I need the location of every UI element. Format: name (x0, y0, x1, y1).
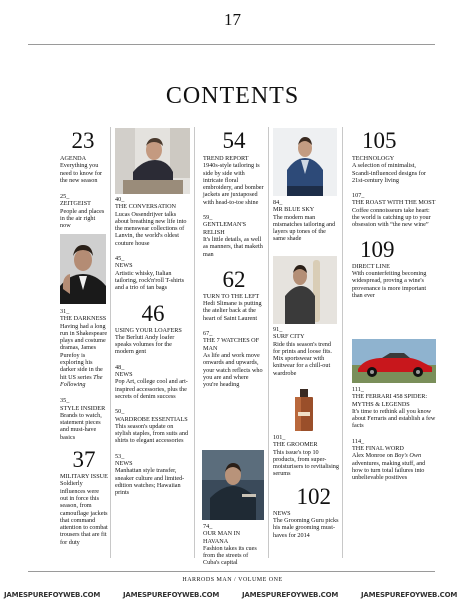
relish-text: It's little details, as well as manners, that maketh man (203, 235, 263, 258)
style-heading: STYLE INSIDER (60, 404, 106, 412)
military-number: 37 (72, 447, 96, 473)
credit-watermark: JAMESPUREFOYWEB.COM (242, 591, 339, 599)
news1-number: 45_ (115, 255, 125, 263)
loafers-heading: USING YOUR LOAFERS (115, 326, 182, 334)
surf-text: Ride this season's trend for prints and loose fits. Mix sportswear with knitwear for a chill-out wardrobe (273, 340, 332, 377)
wardrobe-heading: WARDROBE ESSENTIALS (115, 415, 188, 423)
popart-number: 48_ (115, 363, 125, 371)
final-number: 114_ (352, 437, 365, 445)
watches-text: As life and work move onwards and upwards, your watch reflects who you are and where you're heading (203, 351, 263, 389)
credit-watermark: JAMESPUREFOYWEB.COM (123, 591, 220, 599)
news2-heading: NEWS (115, 460, 133, 468)
page-number: 17 (224, 10, 241, 29)
bottom-rule (28, 571, 435, 572)
agenda-heading: AGENDA (60, 155, 87, 162)
column-divider (194, 127, 195, 558)
wardrobe-number: 50_ (115, 408, 125, 416)
column-divider (110, 127, 111, 558)
column-2 (115, 196, 191, 558)
groomer-number: 101_ (273, 434, 286, 441)
news1-heading: NEWS (115, 262, 133, 270)
groomer-heading: THE GROOMER (273, 441, 318, 449)
groomer-entry (273, 434, 339, 539)
relish-heading: GENTLEMAN'S RELISH (203, 221, 247, 236)
column-divider (342, 127, 343, 558)
zeitgeist-number: 25_ (60, 193, 70, 201)
havana-text: Fashion takes its cues from the streets of Cuba's capital (203, 544, 257, 567)
turn-number: 62 (222, 266, 246, 292)
news-text: The Grooming Guru picks his male grooming must-haves for 2014 (273, 517, 339, 539)
popart-text: Pop Art, college cool and art-inspired accessories, plus the secrets of denim success (115, 378, 188, 400)
credit-watermark: JAMESPUREFOYWEB.COM (4, 591, 101, 599)
news-heading: NEWS (273, 509, 291, 517)
james-purefoy-photo (60, 234, 106, 304)
surf-heading: SURF CITY (273, 333, 305, 341)
column-divider (268, 127, 269, 558)
final-heading: THE FINAL WORD (352, 445, 404, 453)
direct-number: 109 (360, 236, 395, 262)
darkness-text: Having had a long run in Shakespeare plays and costume dramas, James Purefoy is exploring his darker side in the hit US series The Following (60, 322, 108, 388)
style-text: Brands to watch, statement pieces and must-have basics (60, 411, 102, 441)
ferrari-number: 111_ (352, 386, 364, 393)
turn-heading: TURN TO THE LEFT (203, 292, 260, 300)
news2-text: Manhattan style transfer, sneaker culture and limited-edition watches; Hawaiian prints (115, 467, 185, 497)
ferrari-text: It's time to rethink all you know about Ferraris and establish a few facts (352, 407, 436, 430)
bluesky-heading: MR BLUE SKY (273, 206, 315, 214)
news2-number: 53_ (115, 452, 125, 460)
ferrari-entry (352, 386, 436, 482)
watches-heading: THE 7 WATCHES OF MAN (203, 337, 260, 352)
relish-number: 59_ (203, 214, 213, 222)
trend-heading: TREND REPORT (203, 155, 249, 162)
roast-heading: THE ROAST WITH THE MOST (352, 199, 436, 207)
final-text: Alex Monroe on Boy's Own adventures, making stuff, and how to turn total failures into unbelievable positives (352, 452, 426, 482)
direct-text: With counterfeiting becoming widespread, proving a wine's provenance is more important than ever (352, 269, 427, 299)
page-title: CONTENTS (165, 83, 300, 109)
conversation-heading: THE CONVERSATION (115, 203, 177, 211)
conversation-photo (115, 128, 190, 194)
watches-number: 67_ (203, 330, 213, 338)
loafers-number: 46 (141, 300, 165, 326)
blue-sky-entry (273, 199, 339, 243)
conversation-text: Lucas Ossendrijver talks about breathing new life into the menswear collections of Lanvin, the world's oldest couture house (115, 210, 187, 247)
roast-number: 107_ (352, 192, 365, 200)
military-heading: MILITARY ISSUE (60, 473, 108, 481)
news1-text: Artistic whisky, Italian tailoring, rock'n'roll T-shirts and a trio of tan bags (115, 269, 185, 292)
credit-watermark: JAMESPUREFOYWEB.COM (361, 591, 458, 599)
bluesky-text: The modern man mismatches tailoring and layers up tones of the same shade (273, 213, 336, 243)
bluesky-number: 84_ (273, 199, 283, 206)
military-text: Soldierly influences were out in force this season, from camouflage jackets that command attention to combat trousers that are fit for duty (60, 480, 108, 546)
tech-heading: TECHNOLOGY (352, 155, 395, 162)
blue-sky-photo (273, 128, 337, 196)
groomer-text: This issue's top 10 products, from super-moisturisers to revitalising serums (273, 448, 339, 478)
direct-heading: DIRECT LINE (352, 262, 390, 270)
havana-heading: OUR MAN IN HAVANA (203, 530, 241, 545)
surf-entry (273, 326, 339, 377)
zeitgeist-text: People and places in the air right now (60, 207, 105, 230)
turn-text: Hedi Slimane is putting the atelier back at the heart of Saint Laurent (203, 300, 262, 322)
footer-text: HARRODS MAN / VOLUME ONE (182, 577, 283, 583)
news-number: 102 (296, 483, 331, 509)
agenda-text: Everything you need to know for the new season (60, 162, 103, 184)
havana-photo (202, 450, 264, 520)
groomer-bottle-photo (291, 388, 317, 432)
loafers-text: The Berluti Andy loafer speaks volumes for the modern gent (115, 333, 175, 356)
surf-number: 91_ (273, 326, 283, 333)
column-1-lower (60, 308, 108, 558)
trend-text: 1940s-style tailoring is side by side with intricate floral embroidery, and bomber jackets are juxtaposed with head-to-toe shine (203, 162, 264, 206)
tech-number: 105 (362, 128, 397, 153)
darkness-number: 31_ (60, 308, 70, 315)
darkness-heading: THE DARKNESS (60, 315, 107, 323)
ferrari-heading: THE FERRARI 458 SPIDER: MYTHS & LEGENDS (352, 393, 428, 408)
style-number: 35_ (60, 397, 70, 405)
agenda-number: 23 (71, 128, 95, 153)
ferrari-photo (352, 339, 436, 383)
trend-number: 54 (222, 128, 246, 153)
surf-city-photo (273, 256, 337, 324)
zeitgeist-heading: ZEITGEIST (60, 200, 91, 208)
top-rule (28, 44, 435, 45)
havana-entry (203, 523, 265, 567)
tech-text: A selection of minimalist, Scandi-influenced designs for 21st-century living (352, 162, 426, 184)
popart-heading: NEWS (115, 371, 133, 379)
wardrobe-text: This season's update on stylish staples, from suits and shirts to elegant accessories (115, 422, 189, 445)
conversation-number: 40_ (115, 196, 125, 203)
havana-number: 74_ (203, 523, 213, 530)
roast-text: Coffee connoisseurs take heart: the world is catching up to your obsession with “the new wine” (352, 206, 431, 229)
